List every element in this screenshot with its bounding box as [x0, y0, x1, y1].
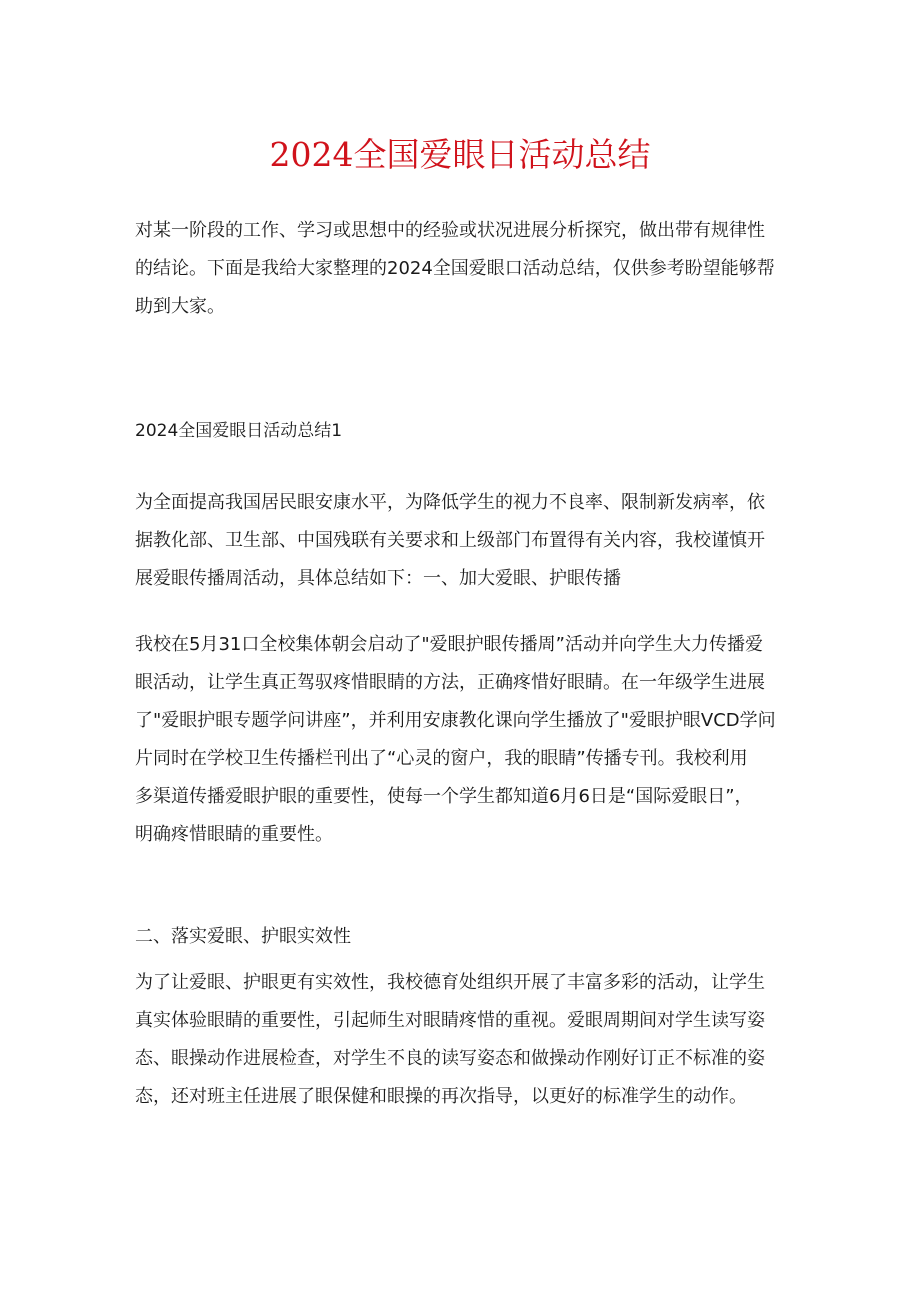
text-line: 对某一阶段的工作、学习或思想中的经验或状况进展分析探究，做出带有规律性	[135, 220, 765, 241]
body-paragraph	[135, 484, 795, 598]
section-heading: 2024全国爱眼日活动总结1	[135, 421, 343, 441]
intro-paragraph	[135, 212, 795, 326]
text-line: 态、眼操动作进展检查，对学生不良的读写姿态和做操动作刚好订正不标准的姿	[135, 1048, 765, 1069]
text-line: 明确疼惜眼睛的重要性。	[135, 824, 333, 845]
text-line: 态，还对班主任进展了眼保健和眼操的再次指导，以更好的标准学生的动作。	[135, 1086, 747, 1107]
body-paragraph	[135, 964, 795, 1116]
text-line: 的结论。下面是我给大家整理的2024全国爱眼口活动总结，仅供参考盼望能够帮	[135, 258, 775, 279]
document-title: 2024全国爱眼日活动总结	[269, 135, 651, 174]
text-line: 眼活动，让学生真正驾驭疼惜眼睛的方法，正确疼惜好眼睛。在一年级学生进展	[135, 672, 765, 693]
text-line: 片同时在学校卫生传播栏刊出了“心灵的窗户，我的眼睛”传播专刊。我校利用	[135, 748, 748, 769]
text-line: 我校在5月31口全校集体朝会启动了"爱眼护眼传播周”活动并向学生大力传播爱	[135, 634, 763, 655]
section-heading: 二、落实爱眼、护眼实效性	[135, 926, 351, 947]
text-line: 助到大家。	[135, 296, 225, 317]
text-line: 真实体验眼睛的重要性，引起师生对眼睛疼惜的重视。爱眼周期间对学生读写姿	[135, 1010, 765, 1031]
text-line: 为了让爱眼、护眼更有实效性，我校德育处组织开展了丰富多彩的活动，让学生	[135, 972, 765, 993]
text-line: 展爱眼传播周活动，具体总结如下：一、加大爱眼、护眼传播	[135, 568, 621, 589]
text-line: 多渠道传播爱眼护眼的重要性，使每一个学生都知道6月6日是“国际爱眼日”，	[135, 786, 753, 807]
text-line: 为全面提高我国居民眼安康水平，为降低学生的视力不良率、限制新发病率，依	[135, 492, 765, 513]
text-line: 了"爱眼护眼专题学问讲座”，并利用安康教化课向学生播放了"爱眼护眼VCD学问	[135, 710, 776, 731]
text-line: 据教化部、卫生部、中国残联有关要求和上级部门布置得有关内容，我校谨慎开	[135, 530, 765, 551]
body-paragraph	[135, 626, 795, 854]
